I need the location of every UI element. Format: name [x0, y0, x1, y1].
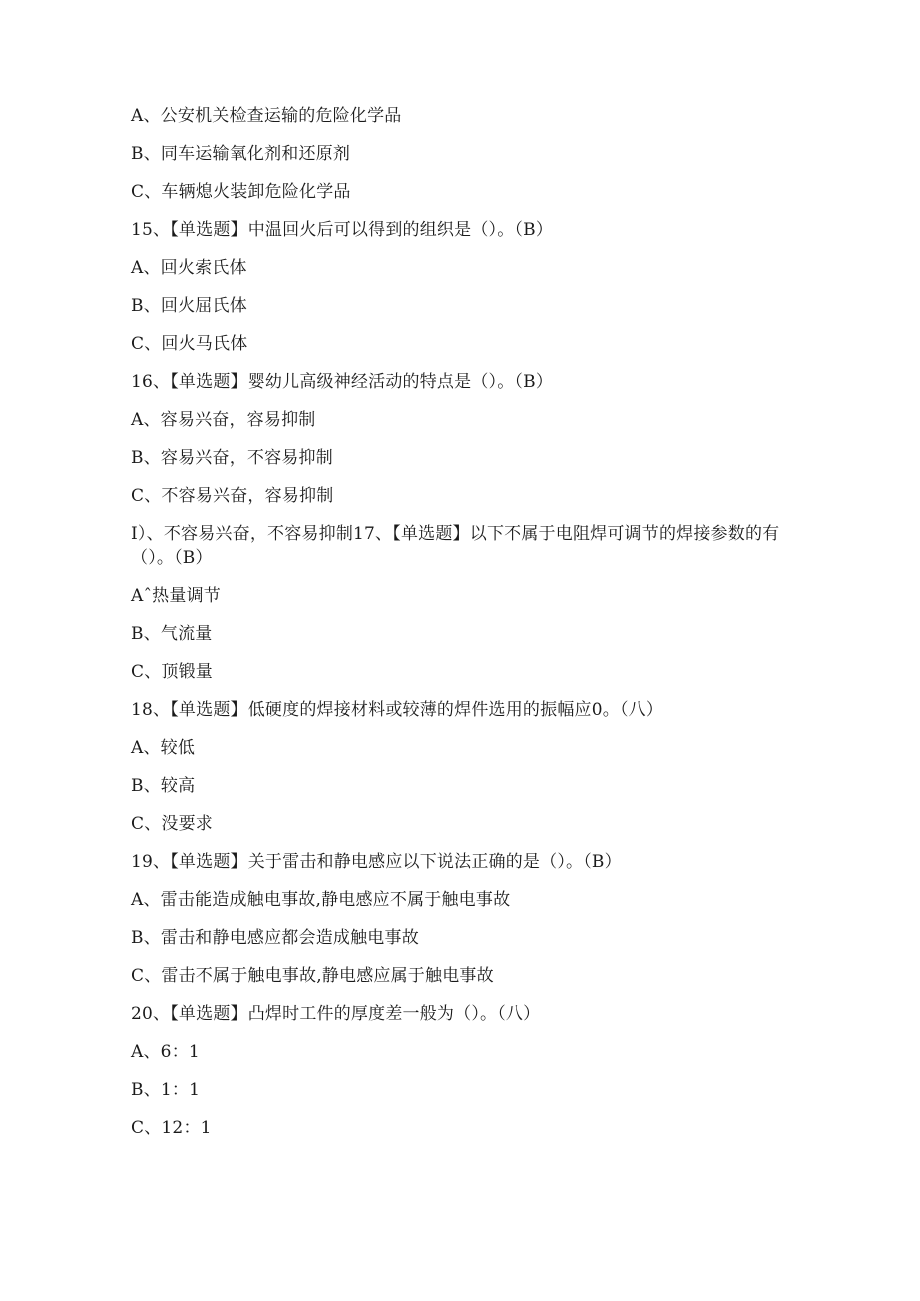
question-17: I）、不容易兴奋，不容易抑制17、【单选题】以下不属于电阻焊可调节的焊接参数的有（）。（B） [131, 524, 780, 568]
option-line: B、较高 [131, 776, 196, 796]
option-line: C、不容易兴奋，容易抑制 [131, 486, 334, 506]
question-16: 16、【单选题】婴幼儿高级神经活动的特点是（）。（B） [131, 372, 554, 392]
option-line: C、顶锻量 [131, 662, 214, 682]
option-line: A、公安机关检查运输的危险化学品 [131, 106, 402, 126]
question-18: 18、【单选题】低硬度的焊接材料或较薄的焊件选用的振幅应0。（八） [131, 700, 664, 720]
question-19: 19、【单选题】关于雷击和静电感应以下说法正确的是（）。（B） [131, 852, 622, 872]
option-line: C、雷击不属于触电事故,静电感应属于触电事故 [131, 966, 494, 986]
option-line: A、6：1 [131, 1042, 200, 1062]
option-line: C、没要求 [131, 814, 214, 834]
option-line: C、回火马氏体 [131, 334, 248, 354]
option-line: B、雷击和静电感应都会造成触电事故 [131, 928, 419, 948]
option-line: Aˆ热量调节 [131, 586, 221, 606]
option-line: B、回火屈氏体 [131, 296, 247, 316]
option-line: B、容易兴奋，不容易抑制 [131, 448, 333, 468]
option-line: B、同车运输氧化剂和还原剂 [131, 144, 351, 164]
question-20: 20、【单选题】凸焊时工件的厚度差一般为（）。（八） [131, 1004, 541, 1024]
question-15: 15、【单选题】中温回火后可以得到的组织是（）。（B） [131, 220, 554, 240]
option-line: A、雷击能造成触电事故,静电感应不属于触电事故 [131, 890, 511, 910]
option-line: A、较低 [131, 738, 196, 758]
option-line: C、车辆熄火装卸危险化学品 [131, 182, 351, 202]
option-line: B、1：1 [131, 1080, 201, 1100]
option-line: B、气流量 [131, 624, 213, 644]
option-line: A、容易兴奋，容易抑制 [131, 410, 316, 430]
option-line: A、回火索氏体 [131, 258, 247, 278]
option-line: C、12：1 [131, 1118, 212, 1138]
